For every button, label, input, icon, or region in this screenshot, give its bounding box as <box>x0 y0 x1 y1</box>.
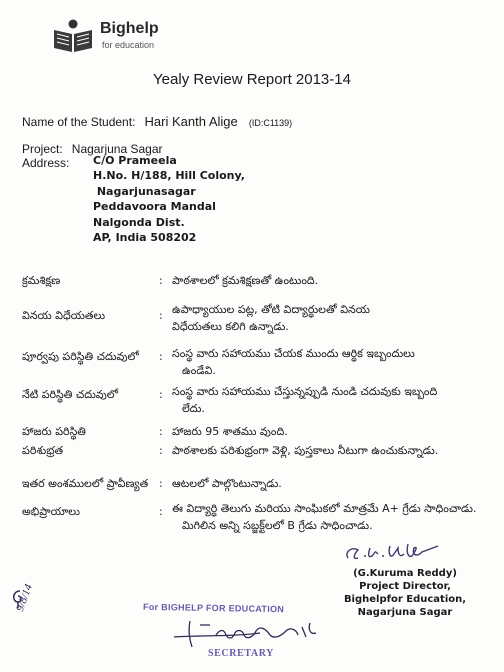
signatory-place: Nagarjuna Sagar <box>357 607 453 618</box>
row-value-line: సంస్థ వారు సహాయము చేస్తున్నప్పుడి నుండి చదువుకు ఇబ్బంది <box>172 385 438 398</box>
row-colon: : <box>159 444 163 457</box>
bighelp-logo-icon <box>50 18 96 54</box>
report-title: Yealy Review Report 2013-14 <box>153 71 351 88</box>
row-colon: : <box>159 350 163 363</box>
address-line: Peddavoora Mandal <box>93 200 216 214</box>
address-line: C/O Prameela <box>93 154 177 167</box>
address-line: AP, India 508202 <box>93 231 197 245</box>
secretary-signature-icon <box>170 615 330 649</box>
row-value-line: లేదు. <box>182 402 205 415</box>
row-value-line: సంస్థ వారు సహాయము చేయక ముందు ఆర్థిక ఇబ్బందులు <box>172 347 415 360</box>
student-name: Hari Kanth Alige <box>144 114 238 129</box>
student-name-label: Name of the Student: <box>22 115 136 129</box>
row-label-other-skills: ఇతర అంశములలో ప్రావీణ్యత <box>22 477 149 490</box>
row-value-prior-situation <box>172 345 492 379</box>
row-value-line: ఉపాధ్యాయుల పట్ల, తోటి విద్యార్థులతో వినయ <box>172 303 370 316</box>
row-label-prior-situation: పూర్వపు పరిస్థితి చదువులో <box>22 350 139 363</box>
address-block <box>93 153 245 245</box>
row-colon: : <box>159 309 163 322</box>
row-value-line: విధేయతలు కలిగి ఉన్నాడు. <box>172 320 289 333</box>
stamp-designation: SECRETARY <box>208 648 274 659</box>
row-value-line: ఈ విద్యార్థి తెలుగు మరియు సాంఘికలో మాత్రమే A+ గ్రేడు సాధించాడు. <box>172 502 477 515</box>
brand-name: Bighelp <box>100 20 159 37</box>
row-value-attendance: హాజరు 95 శాతము వుంది. <box>172 425 288 438</box>
row-value-manners <box>172 301 492 335</box>
brand-tagline: for education <box>102 40 155 50</box>
student-name-row <box>22 111 292 130</box>
row-label-opinions: అభిప్రాయాలు <box>22 505 80 518</box>
address-line: H.No. H/188, Hill Colony, <box>93 169 245 183</box>
signatory-role: Project Director, <box>359 581 451 592</box>
address-line: Nagarjunasagar <box>93 184 196 198</box>
row-label-manners: వినయ విధేయతలు <box>22 309 106 322</box>
row-value-line: ఉండేవి. <box>182 364 216 377</box>
project-value: Nagarjuna Sagar <box>71 142 163 156</box>
student-id: (ID:C1139) <box>248 118 293 128</box>
row-value-discipline: పాఠశాలలో క్రమశిక్షణతో ఉంటుంది. <box>172 274 319 287</box>
row-value-other-skills: ఆటలలో పాల్గొంటున్నాడు. <box>172 477 282 490</box>
address-line: Nalgonda Dist. <box>93 215 185 229</box>
row-value-opinions <box>172 500 492 534</box>
row-colon: : <box>159 388 163 401</box>
row-value-line: మిగిలిన అన్ని సబ్జక్ట్‌లలో B గ్రేడు సాధించాడు. <box>182 519 373 532</box>
row-colon: : <box>159 505 163 518</box>
row-colon: : <box>159 274 163 287</box>
row-value-cleanliness: పాఠశాలకు పరిశుభ్రంగా వెళ్లి, పుస్తకాలు నీటుగా ఉంచుకున్నాడు. <box>172 444 439 457</box>
row-label-attendance: హాజరు పరిస్థితి <box>22 425 86 438</box>
director-signature-icon <box>342 540 452 566</box>
signatory-block <box>335 567 475 619</box>
row-label-cleanliness: పరిశుభ్రత <box>22 444 64 457</box>
signatory-org: Bighelpfor Education, <box>343 594 467 605</box>
row-colon: : <box>159 477 163 490</box>
row-label-current-situation: నేటి పరిస్థితి చదువులో <box>22 388 119 401</box>
row-value-current-situation <box>172 383 492 417</box>
row-colon: : <box>159 425 163 438</box>
signatory-name: (G.Kuruma Reddy) <box>353 568 457 579</box>
stamp-organization: For BIGHELP FOR EDUCATION <box>142 601 285 615</box>
project-label: Project: <box>22 142 63 156</box>
handwritten-date: 9/8/14 <box>14 582 35 614</box>
row-label-discipline: క్రమశిక్షణ <box>22 274 61 287</box>
address-label: Address: <box>22 156 70 170</box>
